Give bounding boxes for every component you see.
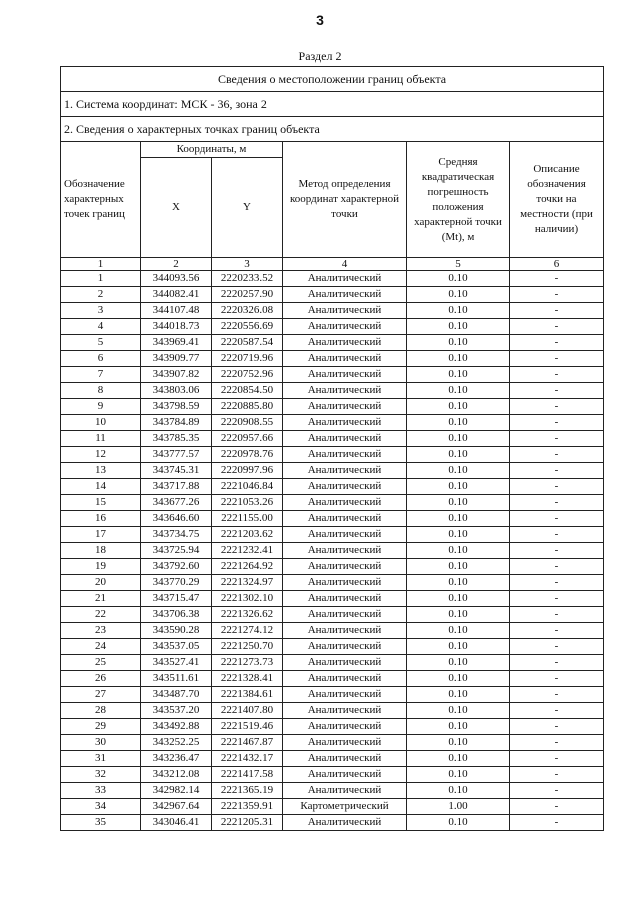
cell-y: 2221264.92 [212,559,283,575]
cell-accuracy: 0.10 [407,319,510,335]
cell-point-number: 25 [61,655,141,671]
cell-accuracy: 0.10 [407,351,510,367]
cell-y: 2220326.08 [212,303,283,319]
cell-point-number: 29 [61,719,141,735]
cell-y: 2221384.61 [212,687,283,703]
cell-method: Аналитический [283,703,407,719]
cell-x: 343252.25 [141,735,212,751]
table-row [61,543,604,559]
cell-method: Аналитический [283,287,407,303]
table-row [61,431,604,447]
cell-accuracy: 0.10 [407,671,510,687]
cell-accuracy: 0.10 [407,479,510,495]
cell-method: Аналитический [283,751,407,767]
table-row [61,351,604,367]
column-number: 1 [61,258,141,271]
table-row [61,751,604,767]
section-title: Раздел 2 [298,49,342,63]
cell-y: 2221250.70 [212,639,283,655]
cell-method: Аналитический [283,719,407,735]
cell-accuracy: 0.10 [407,655,510,671]
cell-x: 343537.20 [141,703,212,719]
cell-accuracy: 0.10 [407,383,510,399]
cell-method: Аналитический [283,559,407,575]
cell-point-number: 11 [61,431,141,447]
cell-description: - [510,447,604,463]
cell-x: 343492.88 [141,719,212,735]
cell-y: 2221273.73 [212,655,283,671]
cell-description: - [510,479,604,495]
cell-method: Аналитический [283,607,407,623]
cell-accuracy: 0.10 [407,687,510,703]
cell-x: 343770.29 [141,575,212,591]
cell-method: Аналитический [283,543,407,559]
cell-point-number: 6 [61,351,141,367]
table-body [61,271,604,831]
cell-accuracy: 0.10 [407,431,510,447]
cell-description: - [510,623,604,639]
table-row [61,447,604,463]
cell-accuracy: 0.10 [407,703,510,719]
cell-x: 343046.41 [141,815,212,831]
cell-description: - [510,511,604,527]
cell-x: 343798.59 [141,399,212,415]
cell-x: 344018.73 [141,319,212,335]
cell-x: 343969.41 [141,335,212,351]
cell-point-number: 13 [61,463,141,479]
cell-accuracy: 0.10 [407,463,510,479]
cell-accuracy: 0.10 [407,767,510,783]
cell-method: Аналитический [283,383,407,399]
cell-description: - [510,671,604,687]
cell-y: 2221359.91 [212,799,283,815]
cell-y: 2221328.41 [212,671,283,687]
table-row [61,303,604,319]
coordinate-system: 1. Система координат: МСК - 36, зона 2 [61,92,604,117]
table-row [61,527,604,543]
table-row [61,319,604,335]
header-coordinates: Координаты, м [141,142,283,158]
boundary-points-table [60,66,604,831]
cell-y: 2221205.31 [212,815,283,831]
cell-description: - [510,799,604,815]
cell-accuracy: 0.10 [407,399,510,415]
cell-x: 343511.61 [141,671,212,687]
cell-method: Аналитический [283,399,407,415]
column-number: 2 [141,258,212,271]
cell-description: - [510,655,604,671]
table-row [61,383,604,399]
cell-method: Аналитический [283,431,407,447]
cell-x: 343677.26 [141,495,212,511]
cell-point-number: 20 [61,575,141,591]
cell-x: 343487.70 [141,687,212,703]
cell-y: 2220587.54 [212,335,283,351]
cell-x: 344107.48 [141,303,212,319]
cell-description: - [510,751,604,767]
cell-description: - [510,431,604,447]
cell-x: 343734.75 [141,527,212,543]
cell-point-number: 23 [61,623,141,639]
table-title: Сведения о местоположении границ объекта [61,67,604,92]
header-method: Метод определения координат характерной точки [283,142,407,258]
table-row [61,399,604,415]
cell-accuracy: 0.10 [407,527,510,543]
cell-x: 343785.35 [141,431,212,447]
cell-accuracy: 0.10 [407,495,510,511]
cell-x: 343803.06 [141,383,212,399]
column-numbers-row [61,258,604,271]
cell-y: 2220257.90 [212,287,283,303]
cell-method: Аналитический [283,687,407,703]
cell-point-number: 15 [61,495,141,511]
cell-description: - [510,287,604,303]
table-row [61,463,604,479]
cell-point-number: 19 [61,559,141,575]
table-row [61,719,604,735]
cell-accuracy: 0.10 [407,735,510,751]
points-heading: 2. Сведения о характерных точках границ объекта [61,117,604,142]
cell-x: 344082.41 [141,287,212,303]
cell-x: 343784.89 [141,415,212,431]
table-row [61,687,604,703]
cell-y: 2220556.69 [212,319,283,335]
cell-description: - [510,351,604,367]
cell-y: 2221274.12 [212,623,283,639]
table-row [61,367,604,383]
cell-description: - [510,271,604,287]
cell-description: - [510,383,604,399]
cell-y: 2221053.26 [212,495,283,511]
cell-x: 342967.64 [141,799,212,815]
cell-y: 2220997.96 [212,463,283,479]
cell-accuracy: 0.10 [407,559,510,575]
cell-x: 343792.60 [141,559,212,575]
cell-x: 343715.47 [141,591,212,607]
cell-description: - [510,687,604,703]
cell-point-number: 26 [61,671,141,687]
cell-method: Аналитический [283,575,407,591]
cell-method: Аналитический [283,367,407,383]
header-accuracy: Средняя квадратическая погрешность положения характерной точки (Mt), м [407,142,510,258]
cell-point-number: 8 [61,383,141,399]
cell-description: - [510,719,604,735]
cell-y: 2221232.41 [212,543,283,559]
cell-point-number: 2 [61,287,141,303]
cell-point-number: 9 [61,399,141,415]
cell-accuracy: 0.10 [407,607,510,623]
cell-x: 343537.05 [141,639,212,655]
cell-method: Аналитический [283,495,407,511]
cell-point-number: 1 [61,271,141,287]
column-number: 3 [212,258,283,271]
cell-x: 343745.31 [141,463,212,479]
cell-point-number: 31 [61,751,141,767]
cell-method: Аналитический [283,783,407,799]
cell-y: 2221432.17 [212,751,283,767]
cell-description: - [510,815,604,831]
cell-y: 2221519.46 [212,719,283,735]
cell-accuracy: 0.10 [407,639,510,655]
cell-y: 2221302.10 [212,591,283,607]
cell-y: 2220885.80 [212,399,283,415]
cell-point-number: 10 [61,415,141,431]
cell-y: 2220908.55 [212,415,283,431]
cell-accuracy: 0.10 [407,303,510,319]
cell-method: Аналитический [283,671,407,687]
cell-method: Аналитический [283,527,407,543]
table-row [61,655,604,671]
cell-accuracy: 0.10 [407,751,510,767]
cell-y: 2221365.19 [212,783,283,799]
cell-y: 2220978.76 [212,447,283,463]
cell-description: - [510,767,604,783]
cell-y: 2221417.58 [212,767,283,783]
cell-x: 343777.57 [141,447,212,463]
header-x: X [141,158,212,258]
cell-x: 343907.82 [141,367,212,383]
cell-point-number: 33 [61,783,141,799]
cell-y: 2221407.80 [212,703,283,719]
header-description: Описание обозначения точки на местности (при наличии) [510,142,604,258]
cell-y: 2221324.97 [212,575,283,591]
cell-point-number: 28 [61,703,141,719]
cell-point-number: 7 [61,367,141,383]
cell-method: Аналитический [283,319,407,335]
cell-point-number: 18 [61,543,141,559]
table-row [61,783,604,799]
cell-method: Аналитический [283,735,407,751]
cell-description: - [510,463,604,479]
cell-x: 343236.47 [141,751,212,767]
header-designation: Обозначение характерных точек границ [61,142,141,258]
cell-description: - [510,735,604,751]
table-row [61,607,604,623]
cell-x: 343527.41 [141,655,212,671]
cell-point-number: 5 [61,335,141,351]
cell-accuracy: 0.10 [407,447,510,463]
table-row [61,591,604,607]
cell-method: Аналитический [283,623,407,639]
cell-description: - [510,559,604,575]
page-number: 3 [316,12,324,28]
cell-accuracy: 1.00 [407,799,510,815]
cell-point-number: 35 [61,815,141,831]
cell-y: 2221326.62 [212,607,283,623]
cell-point-number: 14 [61,479,141,495]
cell-description: - [510,527,604,543]
cell-x: 343212.08 [141,767,212,783]
cell-point-number: 24 [61,639,141,655]
cell-accuracy: 0.10 [407,287,510,303]
cell-point-number: 16 [61,511,141,527]
table-row [61,287,604,303]
table-row [61,735,604,751]
cell-point-number: 4 [61,319,141,335]
cell-point-number: 27 [61,687,141,703]
cell-accuracy: 0.10 [407,511,510,527]
table-row [61,703,604,719]
cell-method: Аналитический [283,447,407,463]
cell-description: - [510,399,604,415]
cell-y: 2220957.66 [212,431,283,447]
table-row [61,799,604,815]
cell-x: 344093.56 [141,271,212,287]
cell-method: Аналитический [283,335,407,351]
table-row [61,495,604,511]
table-row [61,511,604,527]
cell-description: - [510,415,604,431]
cell-y: 2220719.96 [212,351,283,367]
cell-description: - [510,591,604,607]
table-row [61,767,604,783]
cell-x: 343717.88 [141,479,212,495]
cell-method: Аналитический [283,463,407,479]
cell-x: 343909.77 [141,351,212,367]
cell-description: - [510,367,604,383]
cell-accuracy: 0.10 [407,623,510,639]
cell-point-number: 22 [61,607,141,623]
cell-method: Аналитический [283,415,407,431]
cell-description: - [510,335,604,351]
cell-method: Аналитический [283,655,407,671]
cell-method: Аналитический [283,303,407,319]
cell-point-number: 32 [61,767,141,783]
cell-x: 343706.38 [141,607,212,623]
cell-description: - [510,783,604,799]
cell-y: 2221203.62 [212,527,283,543]
cell-description: - [510,303,604,319]
table-row [61,671,604,687]
cell-point-number: 12 [61,447,141,463]
cell-x: 343725.94 [141,543,212,559]
cell-accuracy: 0.10 [407,575,510,591]
cell-accuracy: 0.10 [407,271,510,287]
cell-x: 342982.14 [141,783,212,799]
header-y: Y [212,158,283,258]
table-row [61,815,604,831]
cell-accuracy: 0.10 [407,367,510,383]
column-number: 5 [407,258,510,271]
cell-accuracy: 0.10 [407,815,510,831]
table-row [61,479,604,495]
cell-point-number: 30 [61,735,141,751]
cell-y: 2221467.87 [212,735,283,751]
cell-x: 343646.60 [141,511,212,527]
table-row [61,639,604,655]
cell-method: Картометрический [283,799,407,815]
cell-method: Аналитический [283,351,407,367]
cell-method: Аналитический [283,815,407,831]
cell-description: - [510,639,604,655]
cell-accuracy: 0.10 [407,783,510,799]
cell-point-number: 21 [61,591,141,607]
cell-method: Аналитический [283,271,407,287]
cell-point-number: 34 [61,799,141,815]
cell-description: - [510,543,604,559]
cell-description: - [510,319,604,335]
column-number: 6 [510,258,604,271]
column-number: 4 [283,258,407,271]
table-row [61,415,604,431]
cell-y: 2221155.00 [212,511,283,527]
cell-y: 2220752.96 [212,367,283,383]
cell-description: - [510,607,604,623]
cell-x: 343590.28 [141,623,212,639]
table-row [61,623,604,639]
cell-description: - [510,495,604,511]
cell-y: 2220233.52 [212,271,283,287]
cell-point-number: 3 [61,303,141,319]
cell-accuracy: 0.10 [407,415,510,431]
cell-y: 2221046.84 [212,479,283,495]
cell-method: Аналитический [283,591,407,607]
cell-accuracy: 0.10 [407,591,510,607]
cell-description: - [510,575,604,591]
cell-method: Аналитический [283,511,407,527]
table-row [61,559,604,575]
cell-accuracy: 0.10 [407,543,510,559]
cell-method: Аналитический [283,479,407,495]
cell-method: Аналитический [283,767,407,783]
cell-description: - [510,703,604,719]
table-row [61,335,604,351]
cell-accuracy: 0.10 [407,335,510,351]
table-row [61,271,604,287]
cell-point-number: 17 [61,527,141,543]
cell-y: 2220854.50 [212,383,283,399]
table-row [61,575,604,591]
cell-accuracy: 0.10 [407,719,510,735]
cell-method: Аналитический [283,639,407,655]
